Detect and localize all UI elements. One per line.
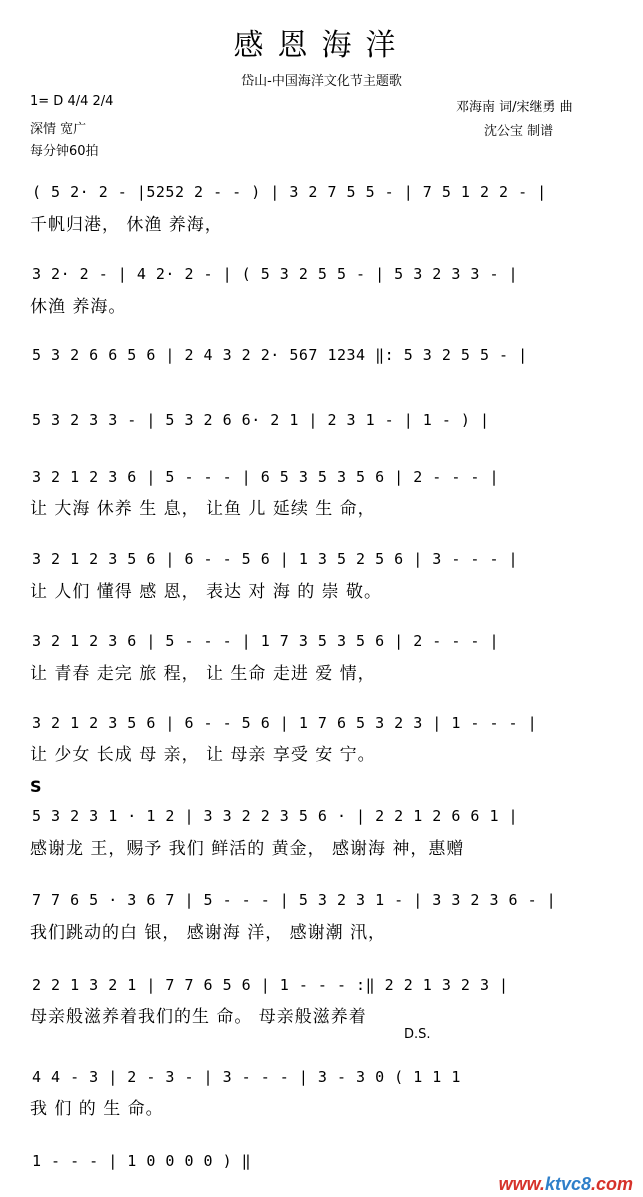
lyric-line-5: 让 大海 休养 生 息， 让鱼 儿 延续 生 命， — [30, 499, 376, 519]
score-line-5: 3 2 1 2 3 6 | 5 - - - | 6 5 3 5 3 5 6 | 2 - - - | — [32, 468, 500, 486]
subtitle: 岱山-中国海洋文化节主题歌 — [241, 74, 402, 89]
score-line-13: 1 - - - | 1 0 0 0 0 ) ‖ — [32, 1152, 252, 1170]
score-line-4: 5 3 2 3 3 - | 5 3 2 6 6· 2 1 | 2 3 1 - | 1 - ) | — [32, 411, 490, 429]
score-line-12: 4 4 - 3 | 2 - 3 - | 3 - - - | 3 - 3 0 ( 1 1 1 — [32, 1068, 461, 1086]
score-line-8: 3 2 1 2 3 5 6 | 6 - - 5 6 | 1 7 6 5 3 2 3 | 1 - - - | — [32, 714, 538, 732]
site-watermark — [499, 1174, 633, 1195]
score-line-11: 2 2 1 3 2 1 | 7 7 6 5 6 | 1 - - - :‖ 2 2 1 3 2 3 | — [32, 976, 509, 994]
lyric-line-6: 让 人们 懂得 感 恩， 表达 对 海 的 崇 敬。 — [30, 582, 383, 602]
composer-credit: 邓海南 词/宋继勇 曲 — [456, 100, 573, 115]
score-line-7: 3 2 1 2 3 6 | 5 - - - | 1 7 3 5 3 5 6 | 2 - - - | — [32, 632, 500, 650]
watermark-part-1: www. — [498, 1174, 545, 1194]
score-line-10: 7 7 6 5 · 3 6 7 | 5 - - - | 5 3 2 3 1 - | 3 3 2 3 6 - | — [32, 891, 557, 909]
score-line-2: 3 2· 2 - | 4 2· 2 - | ( 5 3 2 5 5 - | 5 3 2 3 3 - | — [32, 265, 519, 283]
tempo-mark: 每分钟60拍 — [30, 144, 99, 159]
lyric-line-10: 我们跳动的白 银， 感谢海 洋， 感谢潮 汛， — [30, 923, 387, 943]
lyric-line-9: 感谢龙 王，赐予 我们 鲜活的 黄金， 感谢海 神，惠赠 — [30, 839, 465, 859]
page-title: 感恩海洋 — [233, 28, 410, 63]
lyric-line-1: 千帆归港， 休渔 养海， — [30, 215, 223, 235]
watermark-part-2: ktvc8 — [544, 1174, 591, 1194]
watermark-part-3: .com — [590, 1174, 633, 1194]
lyric-line-7: 让 青春 走完 旅 程， 让 生命 走进 爱 情， — [30, 664, 376, 684]
expression-mark: 深情 宽广 — [30, 122, 87, 137]
segno-mark: S — [30, 777, 42, 796]
lyric-line-8: 让 少女 长成 母 亲， 让 母亲 享受 安 宁。 — [30, 745, 376, 765]
arranger-credit: 沈公宝 制谱 — [484, 124, 554, 139]
key-time-signature: 1= D 4/4 2/4 — [30, 94, 114, 109]
score-line-1: ( 5 2· 2 - |5252 2 - - ) | 3 2 7 5 5 - | 7 5 1 2 2 - | — [32, 183, 547, 201]
lyric-line-11: 母亲般滋养着我们的生 命。 母亲般滋养着 — [30, 1007, 367, 1027]
lyric-line-2: 休渔 养海。 — [30, 297, 127, 317]
lyric-line-12: 我 们 的 生 命。 — [30, 1099, 164, 1119]
score-line-6: 3 2 1 2 3 5 6 | 6 - - 5 6 | 1 3 5 2 5 6 | 3 - - - | — [32, 550, 519, 568]
score-line-3: 5 3 2 6 6 5 6 | 2 4 3 2 2· 567 1234 ‖: 5 3 2 5 5 - | — [32, 346, 528, 364]
dal-segno-mark: D.S. — [404, 1027, 431, 1042]
score-line-9: 5 3 2 3 1 · 1 2 | 3 3 2 2 3 5 6 · | 2 2 1 2 6 6 1 | — [32, 807, 519, 825]
